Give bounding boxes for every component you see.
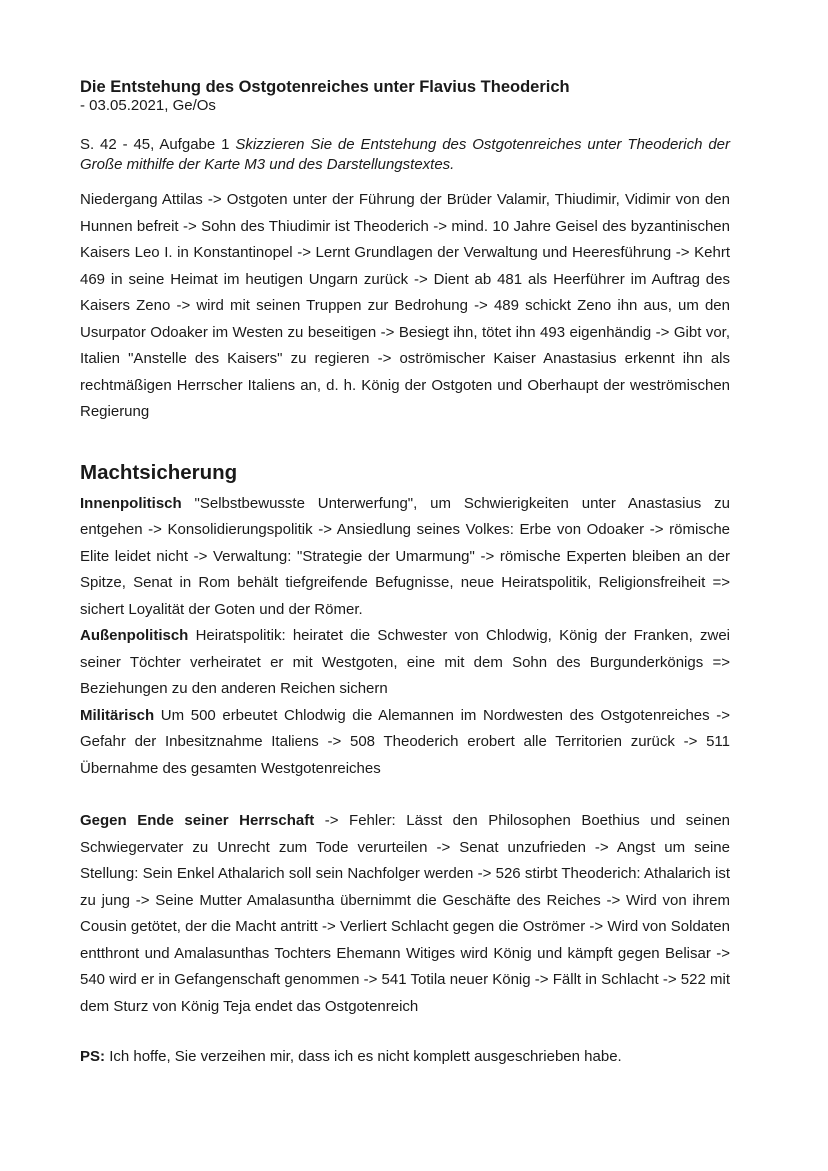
herrschaft-ende-label: Gegen Ende seiner Herrschaft — [80, 812, 315, 829]
intro-paragraph: Niedergang Attilas -> Ostgoten unter der Führung der Brüder Valamir, Thiudimir, Vidimir von den Hunnen befreit -> Sohn des Thiudimir ist Theoderich -> mind. 10 Jahre Geisel des byzantinischen Kaisers Leo I. in Konstantinopel -> Lernt Grundlagen der Verwaltung und Heeresführung -> Kehrt 469 in seine Heimat im heutigen Ungarn zurück -> Dient ab 481 als Heerführer im Auftrag des Kaisers Zeno -> wird mit seinen Truppen zur Bedrohung -> 489 schickt Zeno ihn aus, um den Usurpator Odoaker im Westen zu beseitigen -> Besiegt ihn, tötet ihn 493 eigenhändig -> Gibt vor, Italien "Anstelle des Kaisers" zu regieren -> oströmischer Kaiser Anastasius erkennt ihn als rechtmäßigen Herrscher Italiens an, d. h. König der Ostgoten und Oberhaupt der weströmischen Regierung — [80, 191, 730, 420]
innenpolitisch-text: "Selbstbewusste Unterwerfung", um Schwierigkeiten unter Anastasius zu entgehen -> Konsolidierungspolitik -> Ansiedlung seines Volkes: Erbe von Odoaker -> römische Elite leidet nicht -> Verwaltung: "Strategie der Umarmung" -> römische Experten bleiben an der Spitze, Senat in Rom behält tiefgreifende Befugnisse, neue Heiratspolitik, Religionsfreiheit => sichert Loyalität der Goten und der Römer. — [80, 494, 730, 618]
task-instruction — [80, 135, 730, 175]
section-heading: Machtsicherung — [80, 460, 238, 484]
herrschaft-ende-text: -> Fehler: Lässt den Philosophen Boethius und seinen Schwiegervater zu Unrecht zum Tode verurteilen -> Senat unzufrieden -> Angst um seine Stellung: Sein Enkel Athalarich soll sein Nachfolger werden -> 526 stirbt Theoderich: Athalarich ist zu jung -> Seine Mutter Amalasuntha übernimmt die Geschäfte des Reiches -> Wird von ihrem Cousin getötet, der die Macht antritt -> Verliert Schlacht gegen die Oströmer -> Wird von Soldaten entthront und Amalasunthas Tochters Ehemann Witiges wird König und kämpft gegen Belisar -> 540 wird er in Gefangenschaft genommen -> 541 Totila neuer König -> Fällt in Schlacht -> 522 mit dem Sturz von König Teja endet das Ostgotenreich — [80, 812, 731, 1015]
innenpolitisch-paragraph — [80, 491, 730, 624]
ps-label: PS: — [80, 1048, 106, 1065]
task-reference: S. 42 - 45, Aufgabe 1 — [80, 136, 230, 153]
aussenpolitisch-paragraph — [80, 623, 730, 703]
document-title: Die Entstehung des Ostgotenreiches unter Flavius Theoderich — [80, 78, 570, 96]
ps-note — [80, 1047, 730, 1067]
aussenpolitisch-label: Außenpolitisch — [80, 627, 189, 644]
innenpolitisch-label: Innenpolitisch — [80, 494, 182, 512]
militaerisch-text: Um 500 erbeutet Chlodwig die Alemannen im Nordwesten des Ostgotenreiches -> Gefahr der Inbesitznahme Italiens -> 508 Theoderich erobert alle Territorien zurück -> 511 Übernahme des gesamten Westgotenreiches — [80, 706, 730, 777]
document-date: - 03.05.2021, Ge/Os — [80, 97, 216, 114]
document-page — [80, 78, 730, 1067]
aussenpolitisch-text: Heiratspolitik: heiratet die Schwester von Chlodwig, König der Franken, zwei seiner Töchter verheiratet er mit Westgoten, eine mit dem Sohn des Burgunderkönigs => Beziehungen zu den anderen Reichen sichern — [80, 627, 730, 697]
militaerisch-paragraph — [80, 703, 730, 783]
herrschaft-ende-paragraph — [80, 808, 730, 1020]
ps-text: Ich hoffe, Sie verzeihen mir, dass ich es nicht komplett ausgeschrieben habe. — [109, 1048, 622, 1065]
task-text: Skizzieren Sie de Entstehung des Ostgotenreiches unter Theoderich der Große mithilfe der Karte M3 und des Darstellungstextes. — [80, 136, 730, 173]
militaerisch-label: Militärisch — [80, 706, 155, 724]
